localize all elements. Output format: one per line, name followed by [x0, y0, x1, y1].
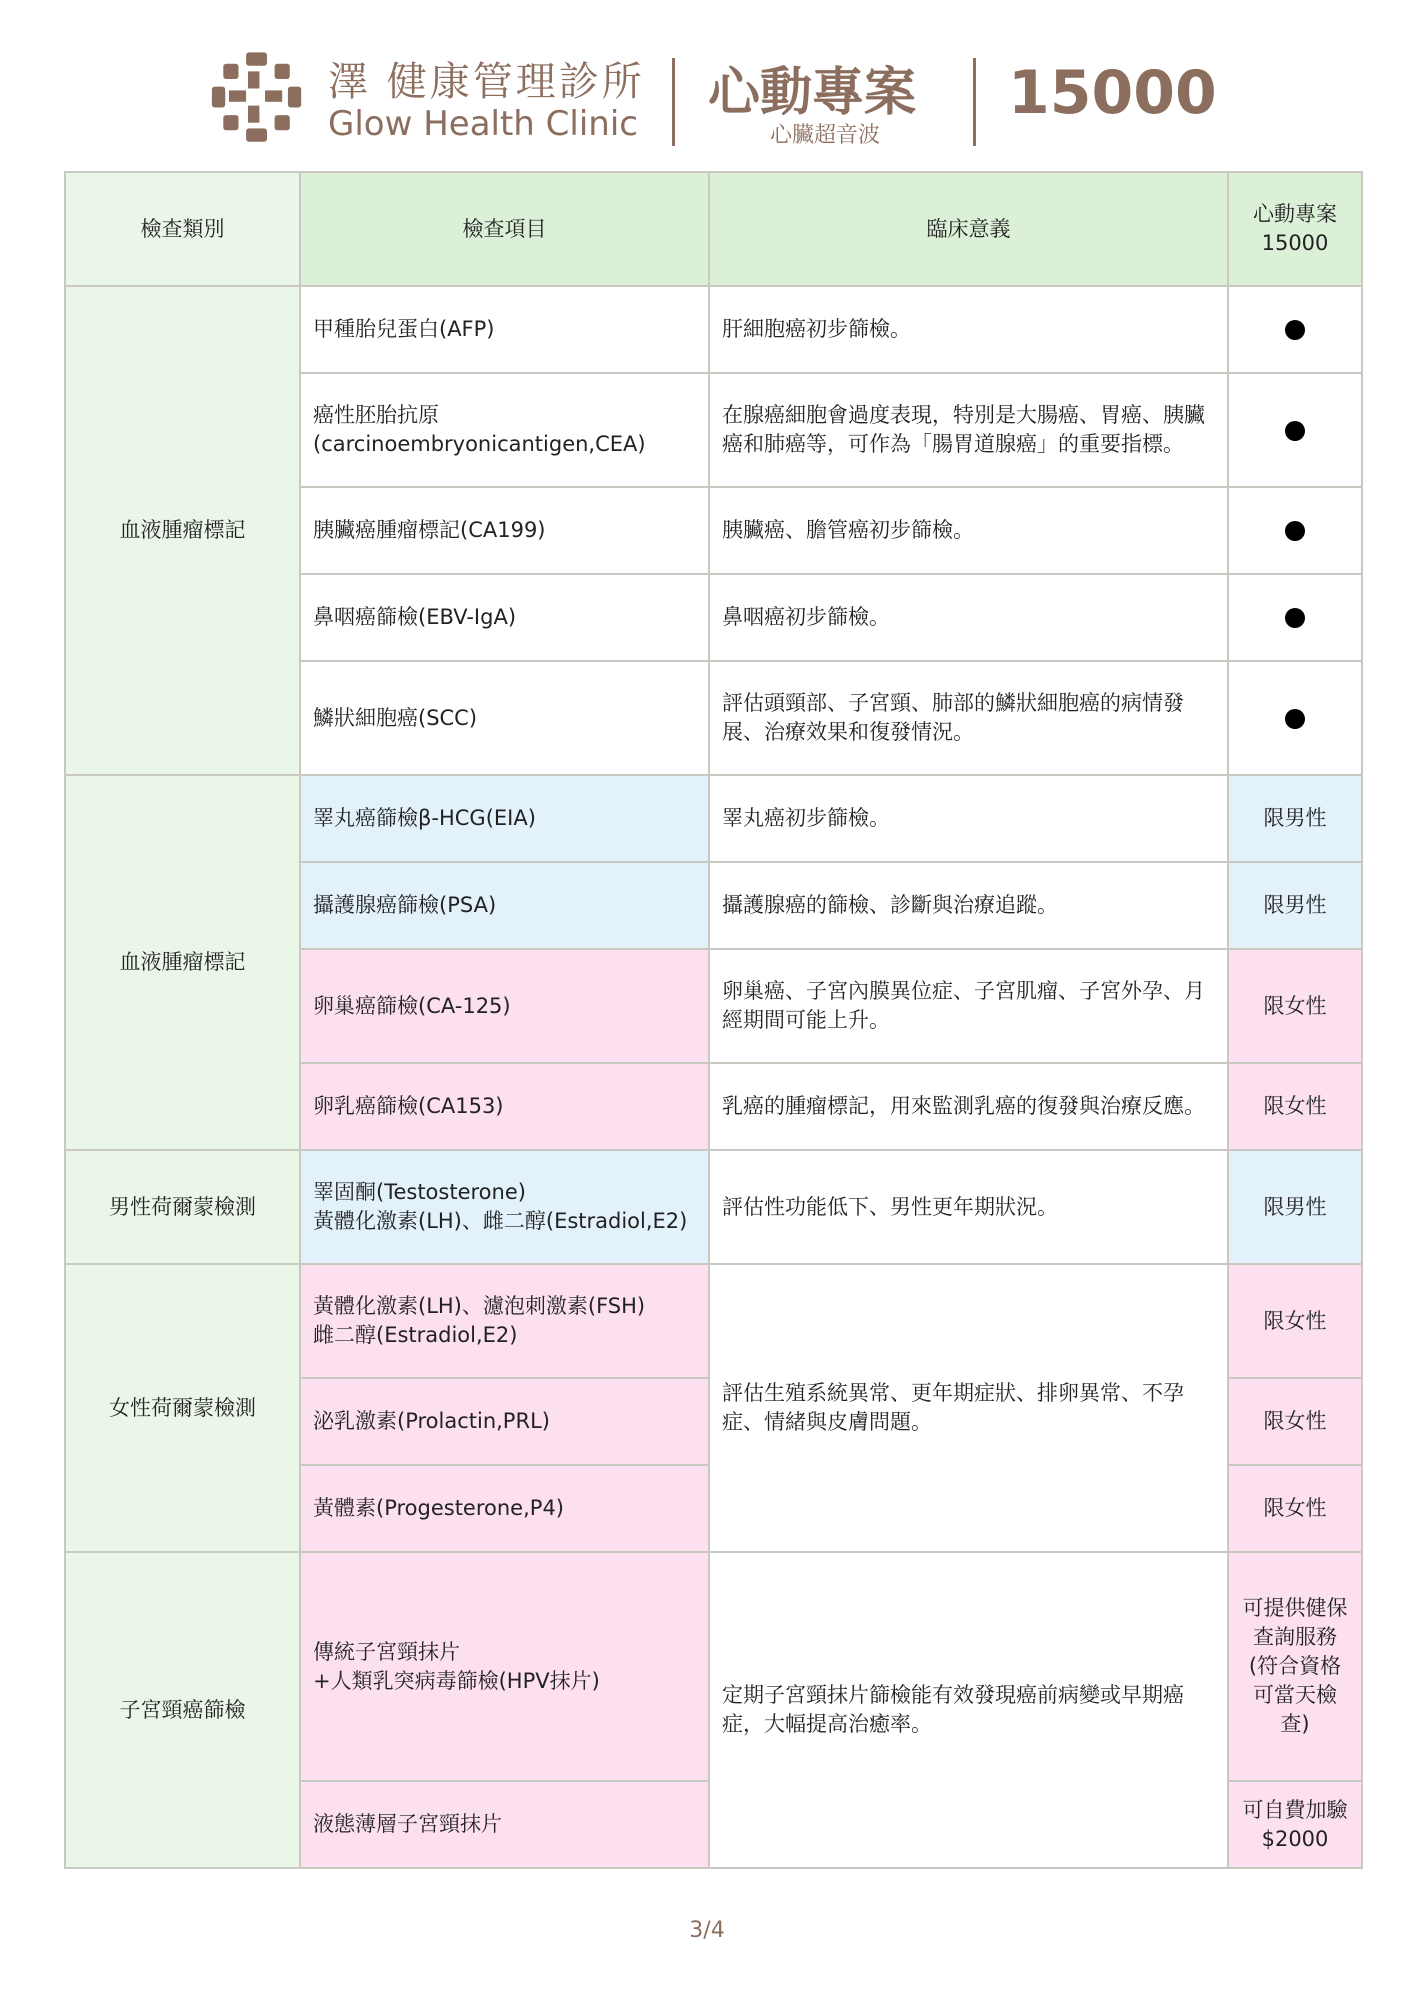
mark-text: 可自費加驗 — [1242, 1797, 1348, 1822]
included-dot-icon — [1285, 421, 1305, 441]
item-text: 液態薄層子宮頸抹片 — [313, 1812, 502, 1836]
mark-cell: 限女性 — [1228, 949, 1362, 1063]
meaning-cell — [709, 574, 1228, 661]
table-row — [65, 1264, 1362, 1378]
meaning-text: 胰臟癌、膽管癌初步篩檢。 — [722, 518, 974, 542]
plan-subtitle: 心臟超音波 — [770, 123, 881, 148]
meaning-text: 經期間可能上升。 — [722, 1008, 890, 1032]
item-text: 睪丸癌篩檢β-HCG(EIA) — [313, 806, 536, 830]
meaning-text: 評估生殖系統異常、更年期症狀、排卵異常、不孕 — [722, 1381, 1184, 1405]
item-text: 甲種胎兒蛋白(AFP) — [313, 317, 495, 341]
mark-cell: 限女性 — [1228, 1063, 1362, 1150]
mark-cell — [1228, 1552, 1362, 1781]
header-plan-name: 心動專案 — [1253, 202, 1337, 226]
mark-cell — [1228, 373, 1362, 487]
item-cell — [300, 487, 709, 574]
mark-cell: 限男性 — [1228, 862, 1362, 949]
plan-title: 心動專案 — [708, 63, 917, 123]
item-cell — [300, 949, 709, 1063]
meaning-cell — [709, 862, 1228, 949]
category-cell: 血液腫瘤標記 — [65, 775, 300, 1150]
meaning-text: 症、情緒與皮膚問題。 — [722, 1410, 932, 1434]
item-text: 鼻咽癌篩檢(EBV-IgA) — [313, 605, 517, 629]
meaning-text: 在腺癌細胞會過度表現，特別是大腸癌、胃癌、胰臟 — [722, 403, 1205, 427]
meaning-text: 評估頭頸部、子宮頸、肺部的鱗狀細胞癌的病情發 — [722, 691, 1184, 715]
meaning-text: 攝護腺癌的篩檢、診斷與治療追蹤。 — [722, 893, 1058, 917]
meaning-cell — [709, 1150, 1228, 1264]
category-cell: 血液腫瘤標記 — [65, 286, 300, 775]
item-text: 傳統子宮頸抹片 — [313, 1639, 460, 1664]
item-text: 睪固酮(Testosterone) — [313, 1180, 526, 1204]
table-row — [65, 286, 1362, 373]
table-row — [65, 1150, 1362, 1264]
item-text: 泌乳激素(Prolactin,PRL) — [313, 1409, 550, 1433]
mark-cell — [1228, 1781, 1362, 1868]
item-cell — [300, 1378, 709, 1465]
table-row — [65, 1552, 1362, 1781]
header-divider — [672, 58, 675, 146]
mark-text: 查詢服務 — [1253, 1625, 1337, 1649]
meaning-cell — [709, 1552, 1228, 1868]
category-cell: 男性荷爾蒙檢測 — [65, 1150, 300, 1264]
mark-text: 可當天檢 — [1253, 1683, 1337, 1707]
header-plan — [1228, 172, 1362, 286]
meaning-text: 肝細胞癌初步篩檢。 — [722, 317, 911, 341]
mark-cell: 限女性 — [1228, 1264, 1362, 1378]
meaning-text: 癌和肺癌等，可作為「腸胃道腺癌」的重要指標。 — [722, 432, 1184, 456]
meaning-text: 鼻咽癌初步篩檢。 — [722, 605, 890, 629]
page-number: 3/4 — [689, 1918, 725, 1943]
included-dot-icon — [1285, 521, 1305, 541]
included-dot-icon — [1285, 320, 1305, 340]
meaning-text: 乳癌的腫瘤標記，用來監測乳癌的復發與治療反應。 — [722, 1094, 1205, 1118]
item-cell — [300, 1063, 709, 1150]
meaning-text: 症，大幅提高治癒率。 — [722, 1712, 932, 1736]
meaning-text: 卵巢癌、子宮內膜異位症、子宮肌瘤、子宮外孕、月 — [722, 979, 1205, 1003]
mark-cell: 限男性 — [1228, 775, 1362, 862]
mark-cell — [1228, 661, 1362, 775]
clinic-name-en: Glow Health Clinic — [328, 104, 638, 144]
meaning-text: 展、治療效果和復發情況。 — [722, 720, 974, 744]
table-header-row — [65, 172, 1362, 286]
meaning-cell — [709, 949, 1228, 1063]
table-row — [65, 775, 1362, 862]
item-cell — [300, 286, 709, 373]
item-cell — [300, 574, 709, 661]
mark-cell — [1228, 487, 1362, 574]
mark-cell: 限男性 — [1228, 1150, 1362, 1264]
category-cell: 女性荷爾蒙檢測 — [65, 1264, 300, 1552]
category-cell: 子宮頸癌篩檢 — [65, 1552, 300, 1868]
item-text: 卵乳癌篩檢(CA153) — [313, 1094, 504, 1118]
meaning-text: 睪丸癌初步篩檢。 — [722, 806, 890, 830]
mark-text: 可提供健保 — [1242, 1596, 1348, 1620]
plan-price: 15000 — [1008, 58, 1217, 128]
item-text: 黃體化激素(LH)、雌二醇(Estradiol,E2) — [313, 1209, 688, 1233]
meaning-cell — [709, 775, 1228, 862]
item-text: 黃體素(Progesterone,P4) — [313, 1496, 564, 1520]
mark-text: (符合資格 — [1248, 1654, 1342, 1678]
meaning-cell — [709, 661, 1228, 775]
item-cell — [300, 775, 709, 862]
item-cell — [300, 373, 709, 487]
page-header — [210, 44, 1217, 154]
mark-cell — [1228, 574, 1362, 661]
meaning-cell — [709, 286, 1228, 373]
header-item: 檢查項目 — [300, 172, 709, 286]
mark-cell — [1228, 286, 1362, 373]
meaning-cell — [709, 1264, 1228, 1552]
item-text: 癌性胚胎抗原 — [313, 403, 439, 427]
clinic-name-zh: 澤 健康管理診所 — [328, 59, 645, 105]
item-text: 黃體化激素(LH)、濾泡刺激素(FSH) — [313, 1294, 646, 1318]
item-text: 鱗狀細胞癌(SCC) — [313, 705, 478, 730]
item-text: +人類乳突病毒篩檢(HPV抹片) — [313, 1668, 600, 1693]
exam-table — [64, 171, 1361, 1869]
meaning-text: 定期子宮頸抹片篩檢能有效發現癌前病變或早期癌 — [722, 1683, 1184, 1707]
item-cell — [300, 661, 709, 775]
item-cell — [300, 1465, 709, 1552]
mark-cell: 限女性 — [1228, 1465, 1362, 1552]
header-category: 檢查類別 — [65, 172, 300, 286]
item-cell — [300, 1781, 709, 1868]
header-plan-price: 15000 — [1261, 231, 1329, 255]
item-text: 攝護腺癌篩檢(PSA) — [313, 893, 497, 917]
mark-cell: 限女性 — [1228, 1378, 1362, 1465]
meaning-cell — [709, 487, 1228, 574]
meaning-cell — [709, 1063, 1228, 1150]
included-dot-icon — [1285, 709, 1305, 729]
mark-text: $2000 — [1261, 1826, 1329, 1851]
item-cell — [300, 1552, 709, 1781]
header-meaning: 臨床意義 — [709, 172, 1228, 286]
item-text: (carcinoembryonicantigen,CEA) — [313, 432, 646, 456]
item-cell — [300, 1150, 709, 1264]
meaning-cell — [709, 373, 1228, 487]
item-text: 胰臟癌腫瘤標記(CA199) — [313, 518, 546, 542]
header-divider — [973, 58, 976, 146]
item-text: 卵巢癌篩檢(CA-125) — [313, 993, 511, 1018]
mark-text: 查) — [1280, 1712, 1310, 1736]
clinic-cross-logo-icon — [210, 48, 305, 148]
meaning-text: 評估性功能低下、男性更年期狀況。 — [722, 1194, 1058, 1219]
item-cell — [300, 862, 709, 949]
item-cell — [300, 1264, 709, 1378]
item-text: 雌二醇(Estradiol,E2) — [313, 1323, 518, 1347]
included-dot-icon — [1285, 608, 1305, 628]
